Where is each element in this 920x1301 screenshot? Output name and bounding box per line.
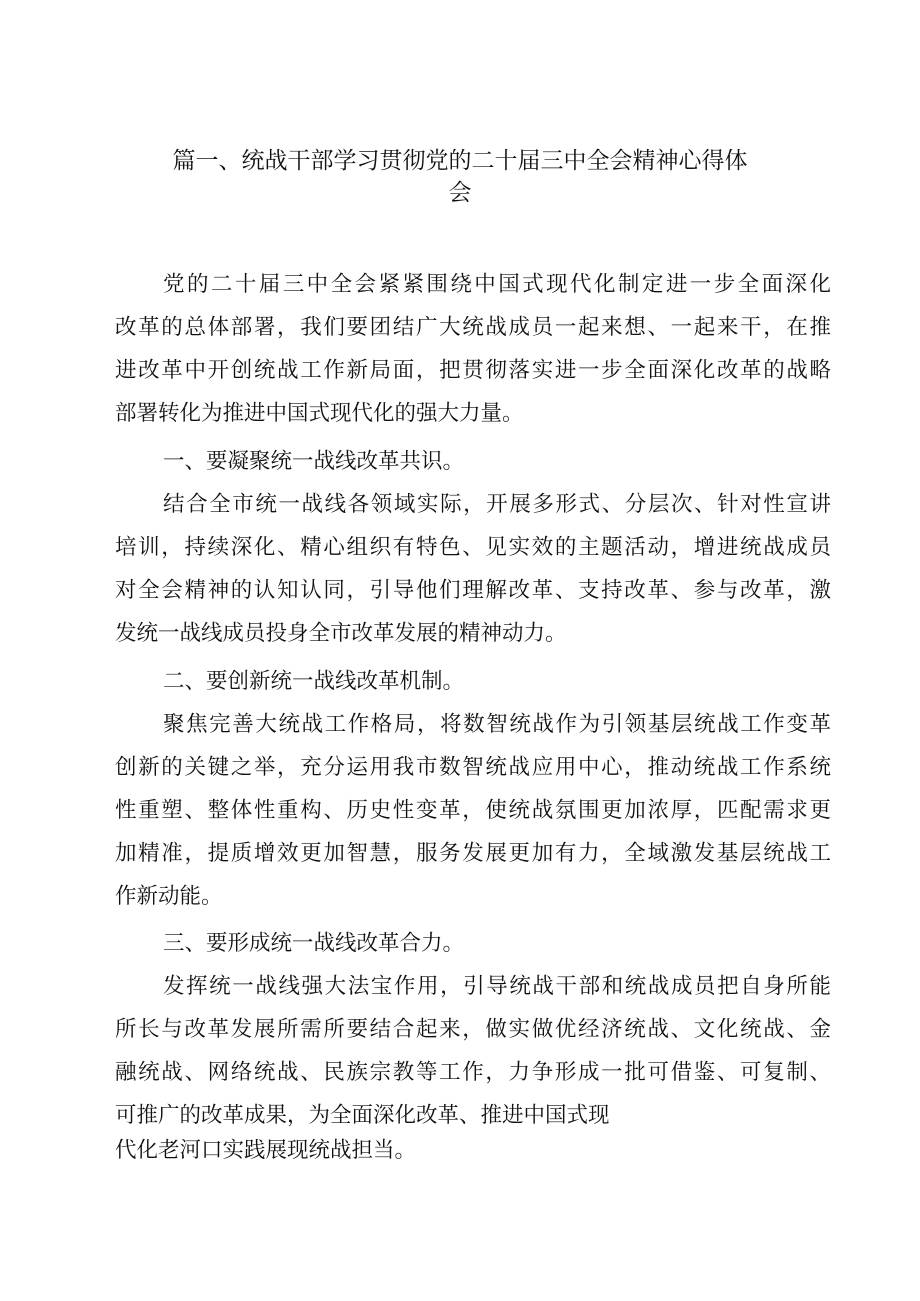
section-heading-3: 三、要形成统一战线改革合力。 <box>163 931 465 956</box>
document-title-line-1: 篇一、统战干部学习贯彻党的二十届三中全会精神心得体 <box>172 148 748 174</box>
paragraph-line: 发挥统一战线强大法宝作用，引导统战干部和统战成员把自身所能 <box>163 974 831 999</box>
intro-line: 党的二十届三中全会紧紧围绕中国式现代化制定进一步全面深化 <box>163 272 831 297</box>
paragraph-line: 创新的关键之举，充分运用我市数智统战应用中心，推动统战工作系统 <box>115 755 831 780</box>
intro-line: 进改革中开创统战工作新局面，把贯彻落实进一步全面深化改革的战略 <box>115 358 831 383</box>
paragraph-line: 可推广的改革成果，为全面深化改革、推进中国式现 <box>115 1103 610 1128</box>
section-heading-1: 一、要凝聚统一战线改革共识。 <box>163 449 465 474</box>
paragraph-line: 作新动能。 <box>115 884 223 909</box>
section-heading-2: 二、要创新统一战线改革机制。 <box>163 669 465 694</box>
paragraph-line: 培训，持续深化、精心组织有特色、见实效的主题活动，增进统战成员 <box>115 535 831 560</box>
intro-line: 改革的总体部署，我们要团结广大统战成员一起来想、一起来干，在推 <box>115 315 831 340</box>
paragraph-line: 聚焦完善大统战工作格局，将数智统战作为引领基层统战工作变革 <box>163 712 831 737</box>
paragraph-line: 发统一战线成员投身全市改革发展的精神动力。 <box>115 621 567 646</box>
document-title-line-2: 会 <box>448 180 472 206</box>
paragraph-line: 加精准，提质增效更加智慧，服务发展更加有力，全域激发基层统战工 <box>115 841 831 866</box>
paragraph-line: 融统战、网络统战、民族宗教等工作，力争形成一批可借鉴、可复制、 <box>115 1060 831 1085</box>
paragraph-line: 所长与改革发展所需所要结合起来，做实做优经济统战、文化统战、金 <box>115 1017 831 1042</box>
paragraph-line: 结合全市统一战线各领域实际，开展多形式、分层次、针对性宣讲 <box>163 492 831 517</box>
paragraph-line: 性重塑、整体性重构、历史性变革，使统战氛围更加浓厚，匹配需求更 <box>115 798 831 823</box>
intro-line: 部署转化为推进中国式现代化的强大力量。 <box>115 401 524 426</box>
paragraph-line: 代化老河口实践展现统战担当。 <box>115 1138 417 1163</box>
paragraph-line: 对全会精神的认知认同，引导他们理解改革、支持改革、参与改革，激 <box>115 578 831 603</box>
